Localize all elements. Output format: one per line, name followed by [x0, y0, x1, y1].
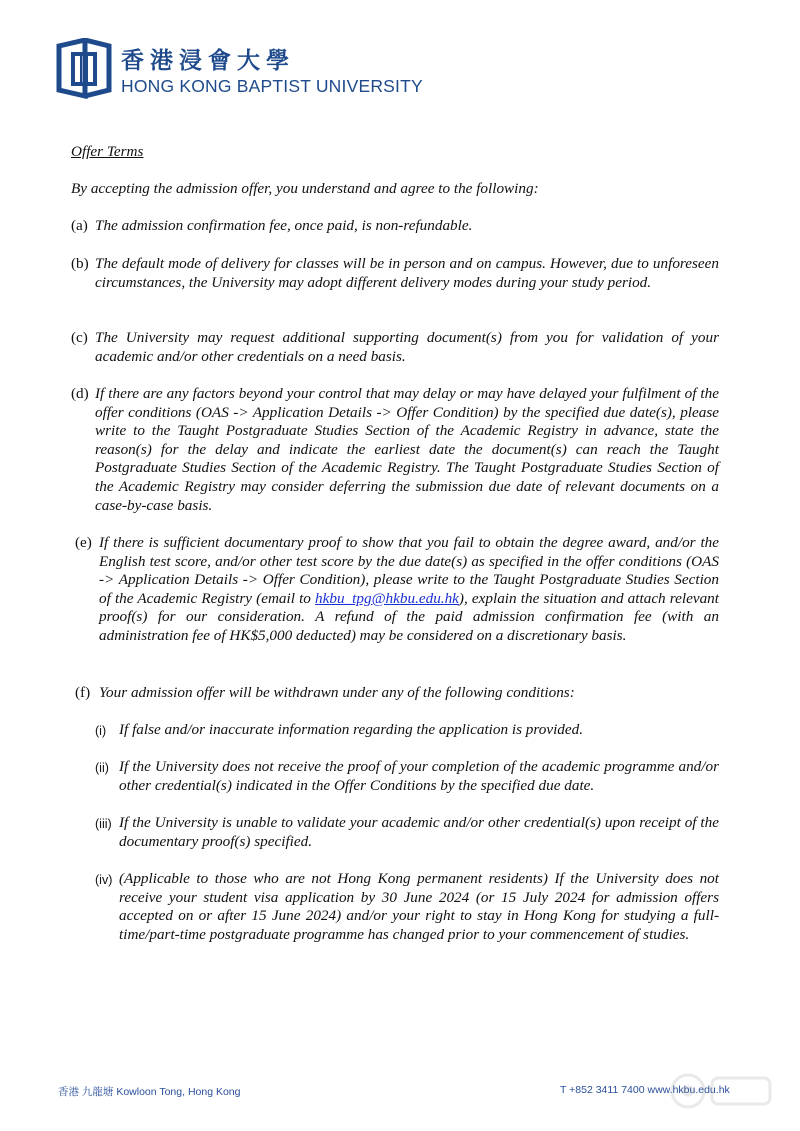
term-text: The default mode of delivery for classes will be in person and on campus. However, due to unforeseen circumstances, the University may adopt different delivery modes during your study period.: [95, 255, 719, 291]
condition-label: (i): [95, 724, 107, 738]
page-title: Offer Terms: [71, 143, 144, 160]
university-name-chinese: 香港浸會大學: [121, 48, 295, 74]
term-label: (a): [71, 217, 88, 234]
term-item-b: [71, 255, 719, 292]
withdrawal-condition-iii: [95, 814, 719, 851]
condition-text: If the University is unable to validate your academic and/or other credential(s) upon receipt of the documentary proof(s) specified.: [119, 814, 719, 850]
university-logo: [55, 38, 423, 102]
term-text: The University may request additional supporting document(s) from you for validation of your academic and/or other credentials on a need basis.: [95, 329, 719, 365]
term-label: (f): [75, 684, 91, 701]
condition-text: (Applicable to those who are not Hong Kong permanent residents) If the University does not receive your student visa application by 30 June 2024 (or 15 July 2024 for admission offers accepted on or after 15 June 2024) and/or your right to stay in Hong Kong for studying a full-time/part-time postgraduate programme has changed prior to your commencement of studies.: [119, 870, 719, 943]
term-text-after: ), explain the situation and attach relevant proof(s) for our consideration. A refund of the paid admission confirmation fee (with an administration fee of HK$5,000 deducted) may be considered on a discretionary basis.: [99, 589, 719, 644]
footer-address: 香港 九龍塘 Kowloon Tong, Hong Kong: [58, 1086, 241, 1098]
condition-label: (iv): [95, 873, 113, 887]
term-item-f: [71, 684, 719, 703]
condition-text: If the University does not receive the proof of your completion of the academic programme and/or other credential(s) indicated in the Offer Conditions by the specified due date.: [119, 758, 719, 794]
term-item-e: [71, 534, 719, 646]
condition-label: (iii): [95, 817, 112, 831]
term-item-c: [71, 329, 719, 366]
term-text: The admission confirmation fee, once paid, is non-refundable.: [95, 217, 473, 234]
footer-contact: T +852 3411 7400 www.hkbu.edu.hk: [560, 1084, 730, 1096]
term-text: Your admission offer will be withdrawn under any of the following conditions:: [99, 684, 575, 701]
withdrawal-condition-iv: [95, 870, 719, 944]
term-item-a: [71, 217, 719, 236]
term-text: If there are any factors beyond your control that may delay or may have delayed your fulfilment of the offer conditions (OAS -> Application Details -> Offer Condition) by the specified due date(s), please write to the Taught Postgraduate Studies Section of the Academic Registry in advance, state the reason(s) for the delay and indicate the earliest date the document(s) can reach the Taught Postgraduate Studies Section of the Academic Registry. The Taught Postgraduate Studies Section of the Academic Registry may consider deferring the submission due date of relevant documents on a case-by-case basis.: [95, 385, 719, 514]
term-text: [99, 534, 719, 646]
email-link[interactable]: hkbu_tpg@hkbu.edu.hk: [315, 589, 459, 607]
withdrawal-condition-ii: [95, 758, 719, 795]
withdrawal-condition-i: [95, 721, 719, 740]
hkbu-emblem-icon: [55, 38, 113, 100]
university-name-english: HONG KONG BAPTIST UNIVERSITY: [121, 76, 423, 96]
condition-label: (ii): [95, 761, 109, 775]
term-item-d: [71, 385, 719, 515]
term-label: (d): [71, 385, 89, 402]
term-label: (b): [71, 255, 89, 272]
watermark-logo-icon: [668, 1066, 778, 1116]
condition-text: If false and/or inaccurate information regarding the application is provided.: [119, 721, 584, 738]
term-text-before: If there is sufficient documentary proof to show that you fail to obtain the degree award, and/or the English test score, and/or other test score by the due date(s) as specified in the offer conditions (OAS -> Application Details -> Offer Condition), please write to the Taught Postgraduate Studies Section of the Academic Registry (email to: [99, 534, 719, 607]
term-label: (e): [75, 534, 92, 551]
intro-paragraph: By accepting the admission offer, you understand and agree to the following:: [71, 180, 539, 197]
term-label: (c): [71, 329, 88, 346]
